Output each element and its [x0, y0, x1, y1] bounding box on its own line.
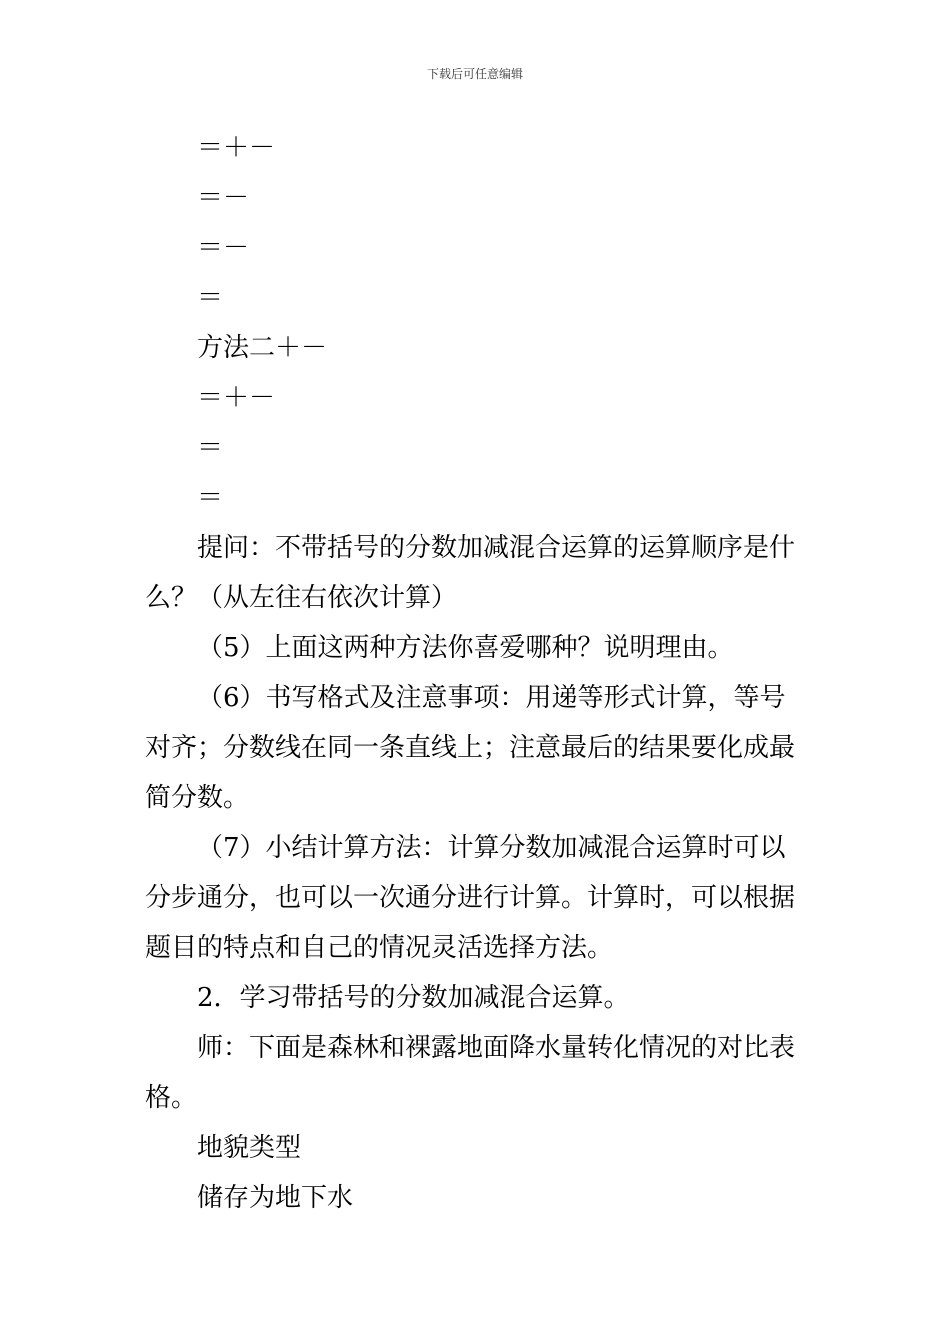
equation-line: ＝＋－	[197, 383, 276, 413]
teacher-paragraph: 师：下面是森林和裸露地面降水量转化情况的对比表格。	[145, 1033, 796, 1113]
equation-line: ＝＋－	[197, 133, 276, 163]
format-notes-paragraph: （6）书写格式及注意事项：用递等形式计算，等号对齐；分数线在同一条直线上；注意最后的结果要化成最简分数。	[145, 683, 796, 813]
page-header: 下载后可任意编辑	[426, 67, 523, 81]
document-body	[145, 123, 809, 1223]
question-paragraph: 提问：不带括号的分数加减混合运算的运算顺序是什么？（从左往右依次计算）	[145, 533, 796, 613]
equation-line: ＝－	[197, 183, 250, 213]
equation-line: ＝－	[197, 233, 250, 263]
preference-paragraph: （5）上面这两种方法你喜爱哪种？说明理由。	[197, 633, 734, 663]
equation-line: ＝	[197, 433, 224, 463]
equation-line: ＝	[197, 483, 224, 513]
section-heading: 2．学习带括号的分数加减混合运算。	[197, 983, 630, 1013]
equation-line: ＝	[197, 283, 224, 313]
method-two-line: 方法二＋－	[197, 333, 328, 363]
table-label-groundwater: 储存为地下水	[197, 1183, 354, 1213]
table-label-landform: 地貌类型	[197, 1133, 302, 1163]
summary-paragraph: （7）小结计算方法：计算分数加减混合运算时可以分步通分，也可以一次通分进行计算。计算时，可以根据题目的特点和自己的情况灵活选择方法。	[145, 833, 796, 963]
